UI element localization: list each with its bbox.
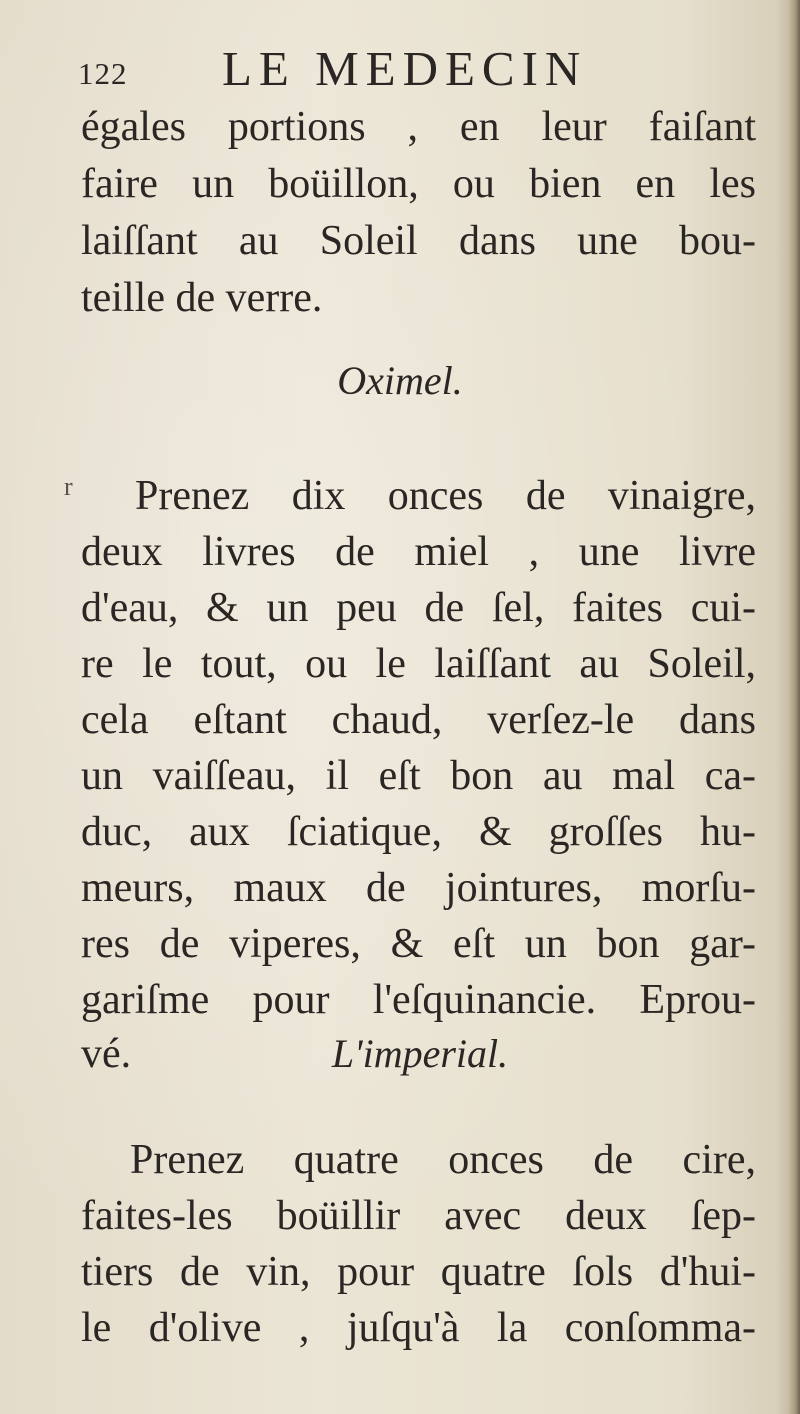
text-line: teille de verre.: [81, 275, 323, 321]
section-heading-imperial: L'imperial.: [331, 1031, 509, 1076]
text-line: tiers de vin, pour quatre ſols d'hui-: [81, 1249, 756, 1295]
text-line: le d'olive , juſqu'à la conſomma-: [81, 1305, 756, 1351]
text-line: faire un boüillon, ou bien en les: [81, 161, 756, 207]
text-line: re le tout, ou le laiſſant au Soleil,: [81, 641, 756, 687]
text-line: Prenez dix onces de vinaigre,: [135, 473, 756, 519]
page-edge-shadow: [788, 0, 800, 1414]
running-head: [78, 40, 758, 100]
text-line: duc, aux ſciatique, & groſſes hu-: [81, 809, 756, 855]
text-line: égales portions , en leur faiſant: [81, 104, 756, 150]
text-line: un vaiſſeau, il eſt bon au mal ca-: [81, 753, 756, 799]
text-line: faites-les boüillir avec deux ſep-: [81, 1193, 756, 1239]
section-heading-oximel: Oximel.: [337, 358, 463, 403]
text-line: Prenez quatre onces de cire,: [130, 1137, 756, 1183]
margin-mark: r: [64, 472, 73, 501]
text-line: res de viperes, & eſt un bon gar-: [81, 921, 756, 967]
text-line: gariſme pour l'eſquinancie. Eprou-: [81, 977, 756, 1023]
text-line: d'eau, & un peu de ſel, faites cui-: [81, 585, 756, 631]
text-line: vé.: [81, 1031, 132, 1077]
page-number: 122: [78, 56, 128, 91]
text-line: cela eſtant chaud, verſez-le dans: [81, 697, 756, 743]
text-line: laiſſant au Soleil dans une bou-: [81, 218, 756, 264]
running-title: LE MEDECIN: [222, 41, 588, 96]
text-line: meurs, maux de jointures, morſu-: [81, 865, 756, 911]
text-line: deux livres de miel , une livre: [81, 529, 756, 575]
